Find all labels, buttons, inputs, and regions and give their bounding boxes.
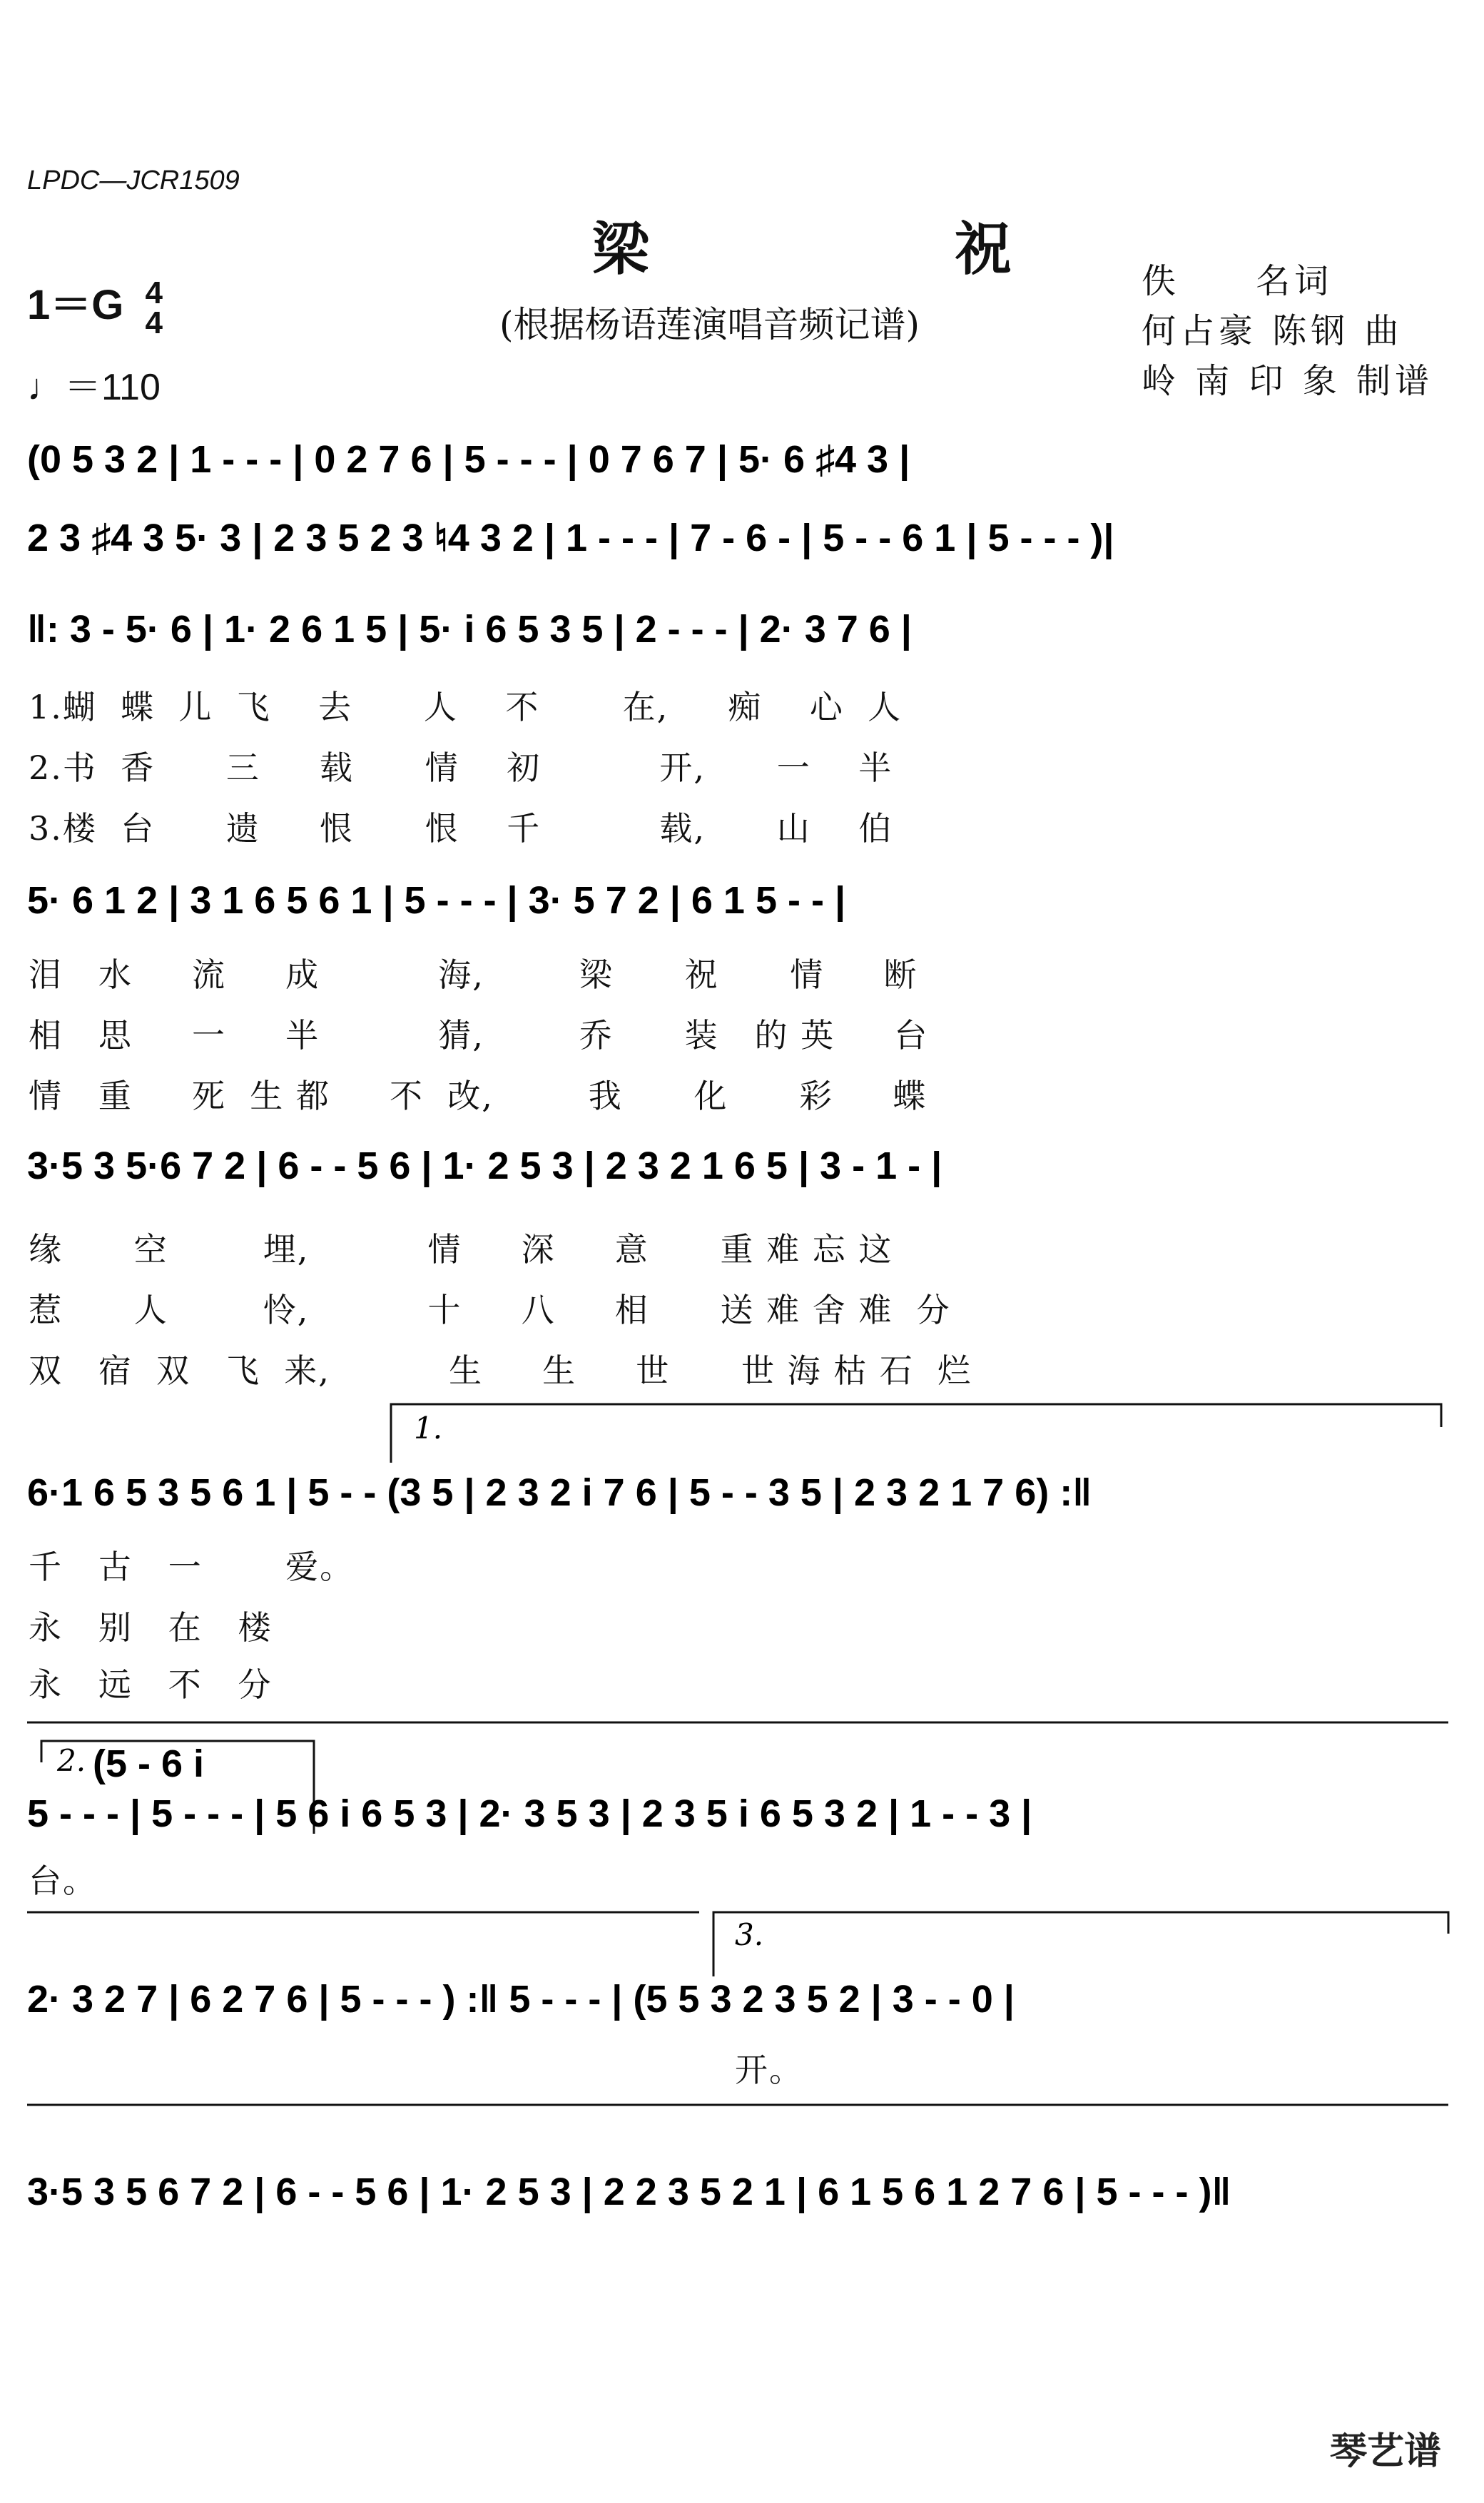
ending-bracket — [713, 1912, 1448, 1976]
lyricist-credit: 佚 名词 — [1142, 261, 1333, 301]
lyric-line: 永 远 不 分 — [29, 1665, 273, 1704]
lyric-line: 开。 — [735, 2051, 803, 2089]
lyric-line: 情 重 死 生 都 不 改, 我 化 彩 蝶 — [29, 1077, 928, 1115]
lyric-line: 永 别 在 楼 — [29, 1608, 273, 1647]
lyric-line: 千 古 一 爱。 — [29, 1548, 355, 1586]
stave-notes: 3·5 3 5 6 7 2 | 6 - - 5 6 | 1· 2 5 3 | 2 2 3 5 2 1 | 6 1 5 6 1 2 7 6 | 5 - - - )‖ — [27, 2171, 1231, 2213]
ending-label: 1. — [414, 1411, 443, 1446]
stave-notes: 6·1 6 5 3 5 6 1 | 5 - - (3 5 | 2 3 2 i 7 6 | 5 - - 3 5 | 2 3 2 1 7 6) :‖ — [27, 1471, 1092, 1514]
stave-5 — [0, 1134, 1484, 1199]
ending-bracket — [391, 1404, 1441, 1463]
time-signature-top: 4 — [145, 275, 163, 310]
stave-8 — [0, 1905, 1484, 2048]
song-title: 梁 祝 — [592, 215, 1154, 283]
stave-notes: 2· 3 2 7 | 6 2 7 6 | 5 - - - ) :‖ 5 - - - | (5 5 3 2 3 5 2 | 3 - - 0 | — [27, 1978, 1015, 2021]
brand-logo: 琴艺谱 — [1329, 2430, 1441, 2473]
lyric-line: 1.蝴 蝶 儿 飞 去 人 不 在, 痴 心 人 — [29, 688, 903, 726]
stave-7 — [0, 1720, 1484, 1862]
lyric-line: 台。 — [29, 1862, 97, 1900]
stave-notes: 5· 6 1 2 | 3 1 6 5 6 1 | 5 - - - | 3· 5 7 2 | 6 1 5 - - | — [27, 879, 846, 922]
ending-label: 2. — [57, 1743, 86, 1778]
stave-3 — [0, 598, 1484, 662]
lyric-line: 2.书 香 三 载 情 初 开, 一 半 — [29, 748, 893, 787]
catalog-number: LPDC—JCR1509 — [27, 166, 240, 196]
song-subtitle: (根据杨语莲演唱音频记谱) — [499, 304, 920, 345]
ending-label: 3. — [735, 1917, 764, 1952]
lyric-line: 双 宿 双 飞 来, 生 生 世 世 海 枯 石 烂 — [29, 1351, 972, 1390]
composer-credit: 何占豪 陈钢 曲 — [1142, 311, 1403, 351]
stave-4 — [0, 869, 1484, 933]
stave-1 — [0, 428, 1484, 492]
lyric-line: 3.楼 台 遗 恨 恨 千 载, 山 伯 — [29, 809, 893, 848]
stave-notes: 5 - - - | 5 - - - | 5 6 i 6 5 3 | 2· 3 5 3 | 2 3 5 i 6 5 3 2 | 1 - - 3 | — [27, 1792, 1032, 1835]
lyric-line: 相 思 一 半 猜, 乔 装 的 英 台 — [29, 1016, 929, 1055]
lyric-line: 泪 水 流 成 海, 梁 祝 情 断 — [29, 955, 918, 994]
tempo-marking: ♩＝110 — [27, 367, 161, 408]
stave-notes: ‖: 3 - 5· 6 | 1· 2 6 1 5 | 5· i 6 5 3 5 | 2 - - - | 2· 3 7 6 | — [27, 608, 912, 651]
time-signature-bottom: 4 — [145, 305, 163, 340]
stave-notes: 2 3 ♯4 3 5· 3 | 2 3 5 2 3 ♮4 3 2 | 1 - - - | 7 - 6 - | 5 - - 6 1 | 5 - - - )| — [27, 517, 1114, 559]
ending-notes: (5 - 6 i — [93, 1742, 205, 1785]
stave-9 — [0, 2098, 1484, 2233]
stave-notes: (0 5 3 2 | 1 - - - | 0 2 7 6 | 5 - - - | 0 7 6 7 | 5· 6 ♯4 3 | — [27, 438, 910, 481]
stave-6 — [0, 1398, 1484, 1541]
arranger-credit: 岭 南 印 象 制谱 — [1142, 361, 1434, 401]
key-label: 1＝G — [27, 282, 124, 328]
key-signature — [27, 271, 163, 338]
stave-2 — [0, 507, 1484, 571]
lyric-line: 缘 空 埋, 情 深 意 重 难 忘 这 — [29, 1230, 893, 1269]
stave-notes: 3·5 3 5·6 7 2 | 6 - - 5 6 | 1· 2 5 3 | 2 3 2 1 6 5 | 3 - 1 - | — [27, 1144, 942, 1187]
lyric-line: 惹 人 怜, 十 八 相 送 难 舍 难 分 — [29, 1291, 951, 1329]
